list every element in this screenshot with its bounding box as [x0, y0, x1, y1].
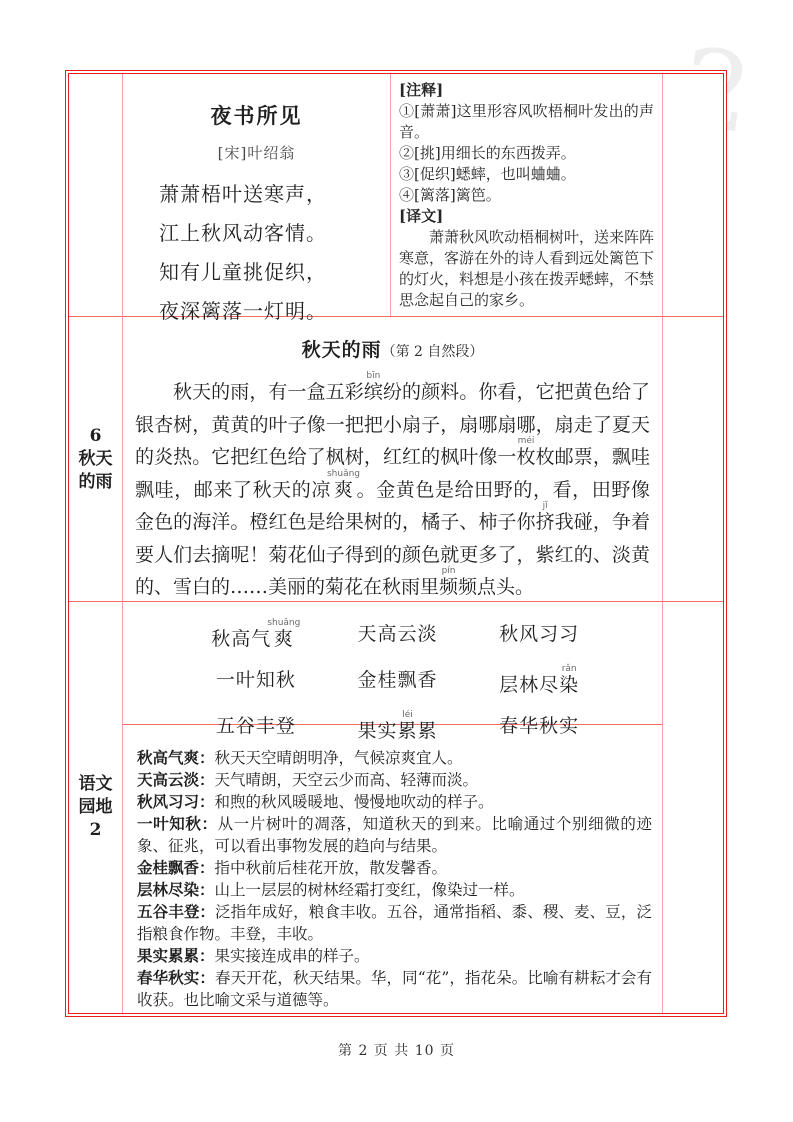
study-notes-table: [65, 70, 727, 1017]
idiom: 一叶知秋: [215, 669, 296, 691]
idiom-term: 天高云淡：: [137, 770, 215, 789]
garden-label-line: 2: [89, 820, 102, 840]
idiom: 层林尽染rǎn: [499, 664, 580, 696]
note-item: ③[促织]蟋蟀，也叫蛐蛐。: [399, 165, 576, 183]
poem-pane: [123, 74, 390, 323]
pinyin-annotated-char: 挤jǐ: [535, 501, 555, 533]
rows34-right-cell: [663, 602, 723, 1013]
lesson-label-cell: [69, 317, 123, 602]
idiom-definitions-cell: [123, 725, 663, 1013]
idiom-def-text: 指中秋前后桂花开放，散发馨香。: [214, 859, 448, 877]
idiom-def-text: 和煦的秋风暖暖地、慢慢地吹动的样子。: [214, 793, 494, 811]
notes-heading: [注释]: [399, 81, 444, 99]
pinyin-annotated-char: 爽shuǎng: [326, 468, 361, 501]
row1-label-cell: [69, 74, 123, 317]
idiom: 果实累léi累: [357, 710, 438, 742]
poem-and-notes-cell: [123, 74, 663, 323]
idiom: 春华秋实: [499, 715, 580, 737]
pinyin-annotated-char: 染rǎn: [559, 664, 580, 696]
idiom-term: 层林尽染：: [137, 880, 215, 899]
notes-pane: [390, 74, 662, 316]
note-item: ④[篱落]篱笆。: [399, 186, 501, 204]
poem-line: 夜深篱落一灯明。: [159, 299, 327, 323]
idiom-term: 秋风习习：: [137, 792, 215, 811]
pinyin-annotated-char: 累léi: [397, 710, 418, 742]
notes-list: [399, 101, 654, 206]
idiom: 天高云淡: [357, 623, 438, 645]
idiom-def-text: 山上一层层的树林经霜打变红，像染过一样。: [214, 881, 525, 899]
row2-right-cell: [663, 317, 723, 602]
page-number: 第 2 页 共 10 页: [338, 1043, 455, 1059]
lesson-title-suffix: （第 2 自然段）: [381, 344, 484, 360]
pinyin-annotated-char: 爽shuǎng: [267, 618, 301, 650]
idiom-definition: [137, 967, 652, 1011]
idiom: 秋高气爽shuǎng: [211, 618, 301, 650]
lesson-title: [135, 335, 650, 362]
lesson-paragraph: 秋天的雨，有一盒五彩缤bīn纷的颜料。你看，它把黄色给了银杏树，黄黄的叶子像一把把小扇子，扇哪扇哪，扇走了夏天的炎热。它把红色给了枫树，红红的枫叶像一枚méi枚邮票，飘哇飘哇，邮来了秋天的凉爽shuǎng。金黄色是给田野的，看，田野像金色的海洋。橙红色是给果树的，橘子、柿子你挤jǐ我碰，争着要人们去摘呢！菊花仙子得到的颜色就更多了，紫红的、淡黄的、雪白的……美丽的菊花在秋雨里频pín频点头。: [135, 371, 650, 598]
idiom-term: 春华秋实：: [137, 968, 215, 987]
row1-right-cell: [663, 74, 723, 317]
pinyin-annotated-char: 枚méi: [516, 436, 536, 468]
idiom-definition: [137, 791, 652, 813]
poem-translation: 萧萧秋风吹动梧桐树叶，送来阵阵寒意，客游在外的诗人看到远处篱笆下的灯火，料想是小孩在拨弄蟋蟀，不禁思念起自己的家乡。: [399, 228, 655, 309]
idiom-term: 秋高气爽：: [137, 748, 215, 767]
garden-label-cell: [69, 602, 123, 1013]
idiom-definition: [137, 813, 652, 857]
idiom: 金桂飘香: [357, 669, 438, 691]
idiom: 五谷丰登: [215, 715, 296, 737]
note-item: ①[萧萧]这里形容风吹梧桐叶发出的声音。: [399, 102, 654, 141]
poem-line: 知有儿童挑促织，: [159, 260, 327, 284]
idiom-def-text: 春天开花，秋天结果。华，同“花”，指花朵。比喻有耕耘才会有收获。也比喻文采与道德等。: [137, 969, 652, 1009]
idiom-definition: [137, 901, 652, 945]
idiom-def-text: 泛指年成好，粮食丰收。五谷，通常指稻、黍、稷、麦、豆，泛指粮食作物。丰登，丰收。: [137, 903, 652, 943]
idiom-def-text: 秋天天空晴朗明净，气候凉爽宜人。: [214, 749, 463, 767]
idiom: 秋风习习: [499, 623, 580, 645]
idiom-definition: [137, 945, 652, 967]
idiom-term: 果实累累：: [137, 946, 215, 965]
idiom-definition: [137, 769, 652, 791]
pinyin-annotated-char: 频pín: [439, 566, 459, 598]
idiom-definition: [137, 857, 652, 879]
idiom-term: 一叶知秋：: [137, 814, 218, 833]
idiom-grid-cell: [123, 602, 663, 742]
poem-author: [宋]叶绍翁: [217, 144, 296, 162]
idiom-definition: [137, 747, 652, 769]
idiom-def-text: 天气晴朗，天空云少而高、轻薄而淡。: [214, 771, 479, 789]
poem-line: 江上秋风动客情。: [159, 221, 327, 245]
garden-label-line: 语文: [78, 774, 113, 794]
lesson-title-main: 秋天的雨: [301, 339, 382, 361]
garden-label-line: 园地: [78, 797, 113, 817]
translation-heading: [译文]: [399, 207, 444, 225]
poem-line: 萧萧梧叶送寒声，: [159, 182, 327, 206]
lesson-text-cell: [123, 317, 663, 602]
lesson-label-line: 的雨: [78, 471, 113, 492]
lesson-label-line: 秋天: [78, 448, 113, 469]
note-item: ②[挑]用细长的东西拨弄。: [399, 144, 576, 162]
poem-lines: [123, 175, 390, 331]
poem-title: 夜书所见: [210, 103, 303, 128]
pinyin-annotated-char: 缤bīn: [363, 371, 383, 403]
idiom-def-text: 从一片树叶的凋落，知道秋天的到来。比喻通过个别细微的迹象、征兆，可以看出事物发展的趋向与结果。: [137, 815, 652, 855]
idiom-def-text: 果实接连成串的样子。: [214, 947, 370, 965]
idiom-definition: [137, 879, 652, 901]
idiom-term: 五谷丰登：: [137, 902, 216, 921]
idiom-term: 金桂飘香：: [137, 858, 215, 877]
lesson-label-line: 6: [89, 425, 102, 446]
